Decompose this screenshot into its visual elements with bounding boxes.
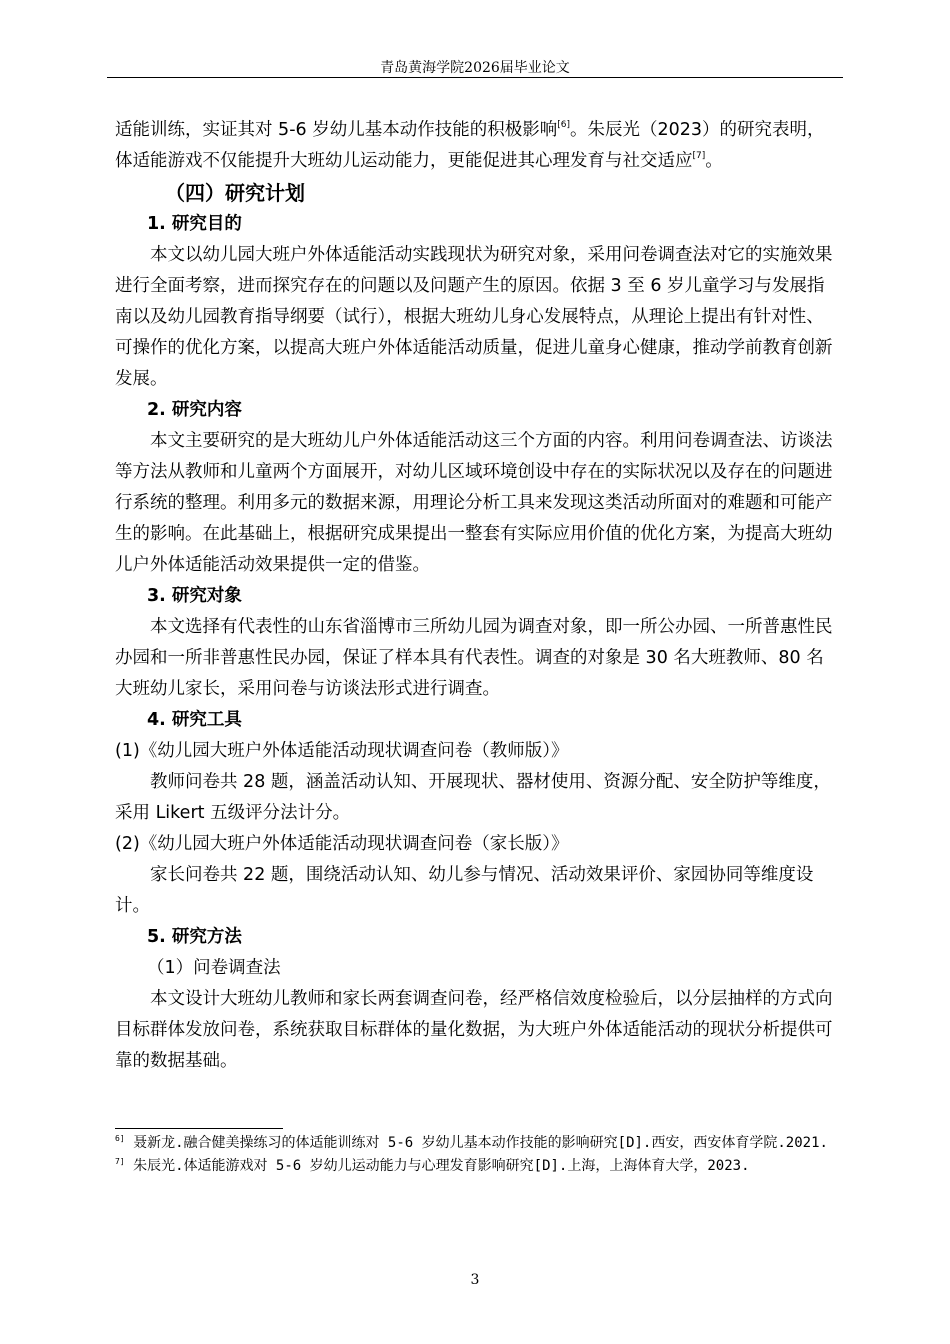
intro-text-c: 。 [705,151,723,171]
footnote-7-text: 朱辰光.体适能游戏对 5-6 岁幼儿运动能力与心理发育影响研究[D].上海，上海体育大学，2023. [124,1158,750,1174]
citation-6: [6] [557,120,570,130]
subjects-paragraph: 本文选择有代表性的山东省淄博市三所幼儿园为调查对象，即一所公办园、一所普惠性民办园和一所非普惠性民办园，保证了样本具有代表性。调查的对象是 30 名大班教师、80 名大班幼儿家长，采用问卷与访谈法形式进行调查。 [115,617,833,699]
intro-paragraph [115,115,839,177]
tools-item-2-text: 家长问卷共 22 题，围绕活动认知、幼儿参与情况、活动效果评价、家园协同等维度设计。 [115,865,814,916]
methods-sub-1: （1）问卷调查法 [147,958,281,978]
footnote-7 [115,1155,839,1178]
citation-7: [7] [692,151,706,161]
tools-item-2-title: (2)《幼儿园大班户外体适能活动现状调查问卷（家长版）》 [115,834,569,854]
tools-item-1-text: 教师问卷共 28 题，涵盖活动认知、开展现状、器材使用、资源分配、安全防护等维度，采用 Likert 五级评分法计分。 [115,772,831,823]
footnotes [115,1132,839,1178]
subjects-heading: 3. 研究对象 [147,586,242,606]
footnote-7-mark: 7] [115,1157,125,1166]
header-divider [107,77,843,78]
footnote-6-mark: 6] [115,1134,125,1143]
intro-text-b: 。朱辰光（2023）的研究表明，体适能游戏不仅能提升大班幼儿运动能力，更能促进其心理发育与社交适应 [115,120,825,171]
document-body [115,115,839,1077]
page-header: 青岛黄海学院2026届毕业论文 [380,60,570,76]
tools-item-1-title: (1)《幼儿园大班户外体适能活动现状调查问卷（教师版）》 [115,741,569,761]
methods-paragraph: 本文设计大班幼儿教师和家长两套调查问卷，经严格信效度检验后，以分层抽样的方式向目标群体发放问卷，系统获取目标群体的量化数据，为大班户外体适能活动的现状分析提供可靠的数据基础。 [115,989,833,1071]
footnote-6-text: 聂新龙.融合健美操练习的体适能训练对 5-6 岁幼儿基本动作技能的影响研究[D].西安，西安体育学院.2021. [124,1135,828,1151]
content-paragraph: 本文主要研究的是大班幼儿户外体适能活动这三个方面的内容。利用问卷调查法、访谈法等方法从教师和儿童两个方面展开，对幼儿区域环境创设中存在的实际状况以及存在的问题进行系统的整理。利用多元的数据来源，用理论分析工具来发现这类活动所面对的难题和可能产生的影响。在此基础上，根据研究成果提出一整套有实际应用价值的优化方案，为提高大班幼儿户外体适能活动效果提供一定的借鉴。 [115,431,833,575]
purpose-paragraph: 本文以幼儿园大班户外体适能活动实践现状为研究对象，采用问卷调查法对它的实施效果进行全面考察，进而探究存在的问题以及问题产生的原因。依据 3 至 6 岁儿童学习与发展指南以及幼儿园教育指导纲要（试行），根据大班幼儿身心发展特点，从理论上提出有针对性、可操作的优化方案，以提高大班户外体适能活动质量，促进儿童身心健康，推动学前教育创新发展。 [115,245,833,389]
methods-heading: 5. 研究方法 [147,927,242,947]
content-heading: 2. 研究内容 [147,400,242,420]
intro-text-a: 适能训练，实证其对 5-6 岁幼儿基本动作技能的积极影响 [115,120,558,140]
purpose-heading: 1. 研究目的 [147,214,242,234]
footnote-6 [115,1132,839,1155]
page-number: 3 [470,1272,480,1288]
footnote-divider [115,1128,283,1129]
tools-heading: 4. 研究工具 [147,710,242,730]
section-heading: （四）研究计划 [165,181,305,205]
